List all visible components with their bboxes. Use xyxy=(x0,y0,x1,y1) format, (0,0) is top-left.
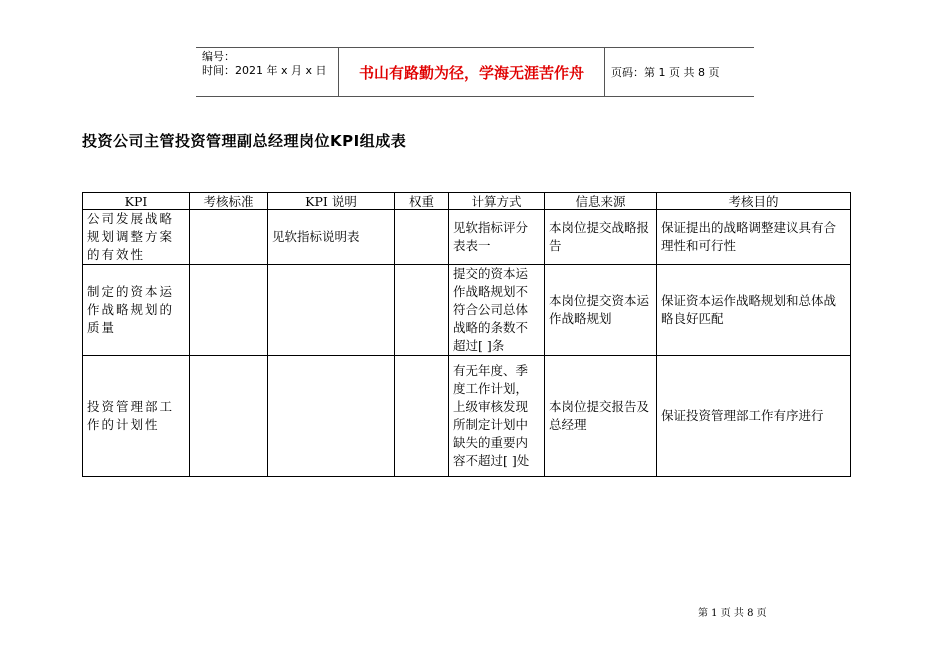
page-footer: 第 1 页 共 8 页 xyxy=(698,608,767,619)
column-header: KPI 说明 xyxy=(268,193,395,210)
column-header: 权重 xyxy=(395,193,449,210)
kpi-cell: 公司发展战略规划调整方案的有效性 xyxy=(83,210,190,265)
purpose-cell: 保证投资管理部工作有序进行 xyxy=(657,356,851,477)
weight-cell xyxy=(395,210,449,265)
source-cell: 本岗位提交战略报告 xyxy=(545,210,657,265)
column-header: 计算方式 xyxy=(449,193,545,210)
explanation-cell: 见软指标说明表 xyxy=(268,210,395,265)
standard-cell xyxy=(190,265,268,356)
weight-cell xyxy=(395,356,449,477)
document-title: 投资公司主管投资管理副总经理岗位KPI组成表 xyxy=(82,132,407,150)
header-meta xyxy=(196,48,339,96)
column-header: 考核目的 xyxy=(657,193,851,210)
table-row xyxy=(83,210,851,265)
column-header: 信息来源 xyxy=(545,193,657,210)
document-date-label: 时间：2021 年 x 月 x 日 xyxy=(202,64,327,77)
table-row xyxy=(83,265,851,356)
table-row xyxy=(83,356,851,477)
weight-cell xyxy=(395,265,449,356)
purpose-cell: 保证资本运作战略规划和总体战略良好匹配 xyxy=(657,265,851,356)
column-header: KPI xyxy=(83,193,190,210)
method-cell: 有无年度、季度工作计划，上级审核发现所制定计划中缺失的重要内容不超过[ ]处 xyxy=(449,356,545,477)
page-header xyxy=(196,47,754,97)
source-cell: 本岗位提交资本运作战略规划 xyxy=(545,265,657,356)
source-cell: 本岗位提交报告及总经理 xyxy=(545,356,657,477)
table-header-row xyxy=(83,193,851,210)
kpi-cell: 制定的资本运作战略规划的质量 xyxy=(83,265,190,356)
method-cell: 见软指标评分表表一 xyxy=(449,210,545,265)
kpi-table xyxy=(82,192,851,477)
explanation-cell xyxy=(268,265,395,356)
standard-cell xyxy=(190,210,268,265)
standard-cell xyxy=(190,356,268,477)
purpose-cell: 保证提出的战略调整建议具有合理性和可行性 xyxy=(657,210,851,265)
column-header: 考核标准 xyxy=(190,193,268,210)
explanation-cell xyxy=(268,356,395,477)
method-cell: 提交的资本运作战略规划不符合公司总体战略的条数不超过[ ]条 xyxy=(449,265,545,356)
header-motto: 书山有路勤为径，学海无涯苦作舟 xyxy=(339,48,605,96)
kpi-cell: 投资管理部工作的计划性 xyxy=(83,356,190,477)
document-number-label: 编号： xyxy=(202,50,235,63)
header-page-number: 页码：第 1 页 共 8 页 xyxy=(611,66,720,79)
